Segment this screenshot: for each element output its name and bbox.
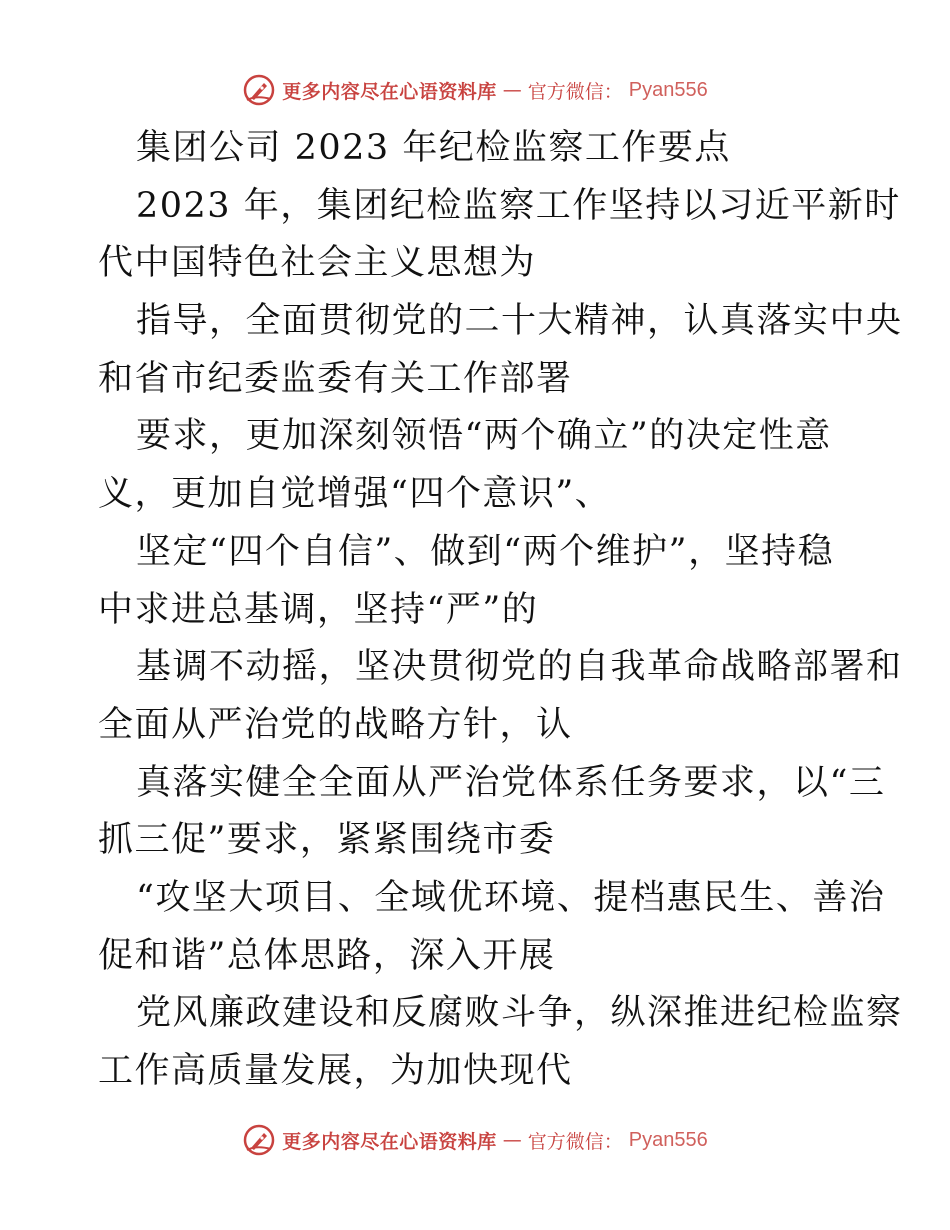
text-line: 义，更加自觉增强“四个意识”、 — [98, 474, 612, 515]
pen-nib-logo-icon — [242, 1123, 276, 1157]
watermark-wechat-id: Pyan556 — [628, 1128, 708, 1151]
document-title: 集团公司 2023 年纪检监察工作要点 — [136, 128, 731, 168]
text-line: 要求，更加深刻领悟“两个确立”的决定性意 — [136, 416, 832, 457]
text-line: 中求进总基调，坚持“严”的 — [98, 589, 539, 630]
text-line: 促和谐”总体思路，深入开展 — [98, 935, 556, 976]
text-line: 坚定“四个自信”、做到“两个维护”，坚持稳 — [136, 531, 835, 572]
watermark-dash: — — [502, 1129, 522, 1151]
watermark-wechat-label: 官方微信： — [527, 80, 623, 103]
text-line: 全面从严治党的战略方针，认 — [98, 704, 573, 745]
text-line: 和省市纪委监委有关工作部署 — [98, 358, 573, 399]
text-line: 指导，全面贯彻党的二十大精神，认真落实中央 — [136, 301, 903, 342]
watermark-site-text: 更多内容尽在心语资料库 — [282, 1130, 497, 1153]
text-line: 基调不动摇，坚决贯彻党的自我革命战略部署和 — [136, 647, 903, 688]
watermark-dash: — — [502, 79, 522, 101]
text-line: 2023 年，集团纪检监察工作坚持以习近平新时 — [136, 185, 901, 226]
watermark-site-text: 更多内容尽在心语资料库 — [282, 80, 497, 103]
watermark-footer — [0, 1120, 950, 1160]
text-line: 工作高质量发展，为加快现代 — [98, 1051, 573, 1091]
text-line: 代中国特色社会主义思想为 — [98, 243, 537, 284]
document-body — [98, 120, 903, 1101]
text-line: 党风廉政建设和反腐败斗争，纵深推进纪检监察 — [136, 993, 903, 1034]
watermark-header — [0, 70, 950, 110]
watermark-wechat-label: 官方微信： — [527, 1130, 623, 1153]
text-line: “攻坚大项目、全域优环境、提档惠民生、善治 — [136, 877, 886, 918]
text-line: 抓三促”要求，紧紧围绕市委 — [98, 820, 556, 861]
pen-nib-logo-icon — [242, 73, 276, 107]
watermark-wechat-id: Pyan556 — [628, 78, 708, 101]
text-line: 真落实健全全面从严治党体系任务要求，以“三 — [136, 762, 886, 803]
